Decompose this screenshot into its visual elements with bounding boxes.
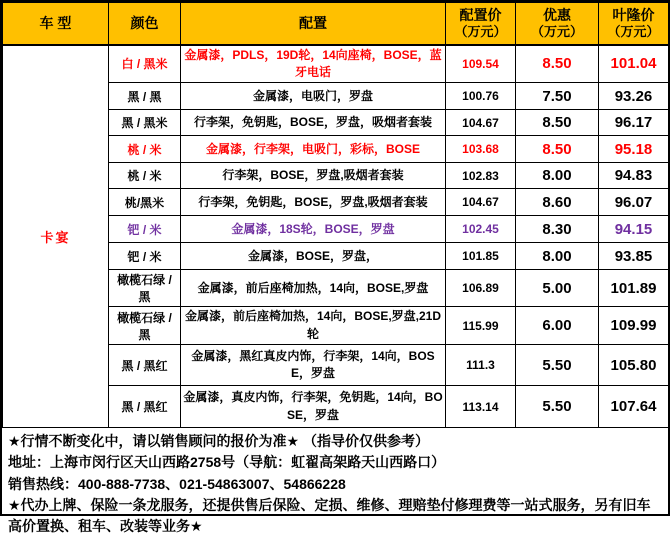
cell-config: 金属漆，18S轮，BOSE，罗盘 bbox=[181, 216, 446, 243]
header-list-price-label: 配置价 bbox=[459, 6, 502, 23]
header-discount bbox=[516, 3, 599, 45]
cell-list-price: 109.54 bbox=[446, 45, 516, 83]
cell-config: 行李架，免钥匙，BOSE，罗盘，吸烟者套装 bbox=[181, 110, 446, 136]
cell-final-price: 94.15 bbox=[599, 216, 669, 243]
cell-color: 白 / 黑米 bbox=[109, 45, 181, 83]
cell-color: 橄榄石绿 / 黑 bbox=[109, 270, 181, 307]
cell-discount: 5.00 bbox=[516, 270, 599, 307]
header-row bbox=[3, 3, 669, 45]
cell-final-price: 93.85 bbox=[599, 243, 669, 270]
cell-discount: 8.50 bbox=[516, 45, 599, 83]
cell-discount: 5.50 bbox=[516, 345, 599, 386]
cell-final-price: 96.17 bbox=[599, 110, 669, 136]
cell-color: 黑 / 黑红 bbox=[109, 345, 181, 386]
cell-final-price: 105.80 bbox=[599, 345, 669, 386]
cell-final-price: 101.04 bbox=[599, 45, 669, 83]
header-discount-label: 优惠 bbox=[543, 6, 571, 23]
header-final-price bbox=[599, 3, 669, 45]
price-table bbox=[2, 2, 669, 428]
cell-final-price: 109.99 bbox=[599, 307, 669, 345]
cell-list-price: 103.68 bbox=[446, 136, 516, 163]
cell-color: 桃 / 米 bbox=[109, 136, 181, 163]
header-config: 配置 bbox=[181, 3, 446, 45]
header-model: 车 型 bbox=[3, 3, 109, 45]
cell-discount: 8.30 bbox=[516, 216, 599, 243]
header-color: 颜色 bbox=[109, 3, 181, 45]
cell-discount: 5.50 bbox=[516, 386, 599, 428]
cell-final-price: 101.89 bbox=[599, 270, 669, 307]
cell-list-price: 102.45 bbox=[446, 216, 516, 243]
cell-list-price: 100.76 bbox=[446, 83, 516, 110]
cell-final-price: 95.18 bbox=[599, 136, 669, 163]
cell-config: 金属漆，电吸门，罗盘 bbox=[181, 83, 446, 110]
cell-color: 橄榄石绿 / 黑 bbox=[109, 307, 181, 345]
table-body bbox=[3, 45, 669, 428]
cell-config: 金属漆，前后座椅加热，14向，BOSE,罗盘,21D轮 bbox=[181, 307, 446, 345]
cell-config: 金属漆，行李架，电吸门，彩标，BOSE bbox=[181, 136, 446, 163]
cell-color: 桃 / 米 bbox=[109, 163, 181, 189]
cell-config: 金属漆，前后座椅加热，14向，BOSE,罗盘 bbox=[181, 270, 446, 307]
header-list-price-unit: （万元） bbox=[454, 23, 507, 39]
cell-list-price: 101.85 bbox=[446, 243, 516, 270]
cell-discount: 8.60 bbox=[516, 189, 599, 216]
cell-list-price: 104.67 bbox=[446, 189, 516, 216]
cell-list-price: 102.83 bbox=[446, 163, 516, 189]
cell-final-price: 107.64 bbox=[599, 386, 669, 428]
footer-notes bbox=[2, 428, 668, 539]
cell-config: 行李架，免钥匙，BOSE，罗盘,吸烟者套装 bbox=[181, 189, 446, 216]
cell-color: 钯 / 米 bbox=[109, 243, 181, 270]
cell-color: 黑 / 黑 bbox=[109, 83, 181, 110]
cell-list-price: 104.67 bbox=[446, 110, 516, 136]
model-name-cell: 卡宴 bbox=[3, 45, 109, 428]
table-row bbox=[3, 45, 669, 83]
header-final-price-unit: （万元） bbox=[607, 23, 660, 39]
footer-disclaimer: ★行情不断变化中，请以销售顾问的报价为准★ （指导价仅供参考） bbox=[8, 433, 429, 450]
cell-list-price: 111.3 bbox=[446, 345, 516, 386]
cell-config: 金属漆，黑红真皮内饰，行李架，14向，BOSE，罗盘 bbox=[181, 345, 446, 386]
cell-discount: 7.50 bbox=[516, 83, 599, 110]
cell-color: 桃/黑米 bbox=[109, 189, 181, 216]
cell-list-price: 106.89 bbox=[446, 270, 516, 307]
footer-services: ★代办上牌、保险一条龙服务，还提供售后保险、定损、维修、理赔垫付修理费等一站式服务，另有旧车高价置换、租车、改装等业务★ bbox=[8, 496, 651, 535]
footer-hotline: 销售热线：400-888-7738、021-54863007、54866228 bbox=[8, 475, 346, 492]
cell-config: 金属漆，真皮内饰，行李架，免钥匙，14向，BOSE，罗盘 bbox=[181, 386, 446, 428]
cell-list-price: 115.99 bbox=[446, 307, 516, 345]
cell-discount: 8.50 bbox=[516, 136, 599, 163]
cell-color: 黑 / 黑米 bbox=[109, 110, 181, 136]
header-discount-unit: （万元） bbox=[530, 23, 583, 39]
cell-color: 黑 / 黑红 bbox=[109, 386, 181, 428]
cell-discount: 8.00 bbox=[516, 163, 599, 189]
cell-discount: 6.00 bbox=[516, 307, 599, 345]
cell-config: 金属漆，BOSE，罗盘， bbox=[181, 243, 446, 270]
footer-address: 地址：上海市闵行区天山西路2758号（导航：虹翟高架路天山西路口） bbox=[8, 454, 446, 471]
cell-config: 金属漆，PDLS，19D轮，14向座椅，BOSE，蓝牙电话 bbox=[181, 45, 446, 83]
cell-config: 行李架，BOSE，罗盘,吸烟者套装 bbox=[181, 163, 446, 189]
cell-final-price: 93.26 bbox=[599, 83, 669, 110]
cell-list-price: 113.14 bbox=[446, 386, 516, 428]
cell-color: 钯 / 米 bbox=[109, 216, 181, 243]
cell-discount: 8.00 bbox=[516, 243, 599, 270]
cell-final-price: 94.83 bbox=[599, 163, 669, 189]
cell-discount: 8.50 bbox=[516, 110, 599, 136]
header-final-price-label: 叶隆价 bbox=[612, 6, 655, 23]
header-list-price bbox=[446, 3, 516, 45]
cell-final-price: 96.07 bbox=[599, 189, 669, 216]
table-header bbox=[3, 3, 669, 45]
